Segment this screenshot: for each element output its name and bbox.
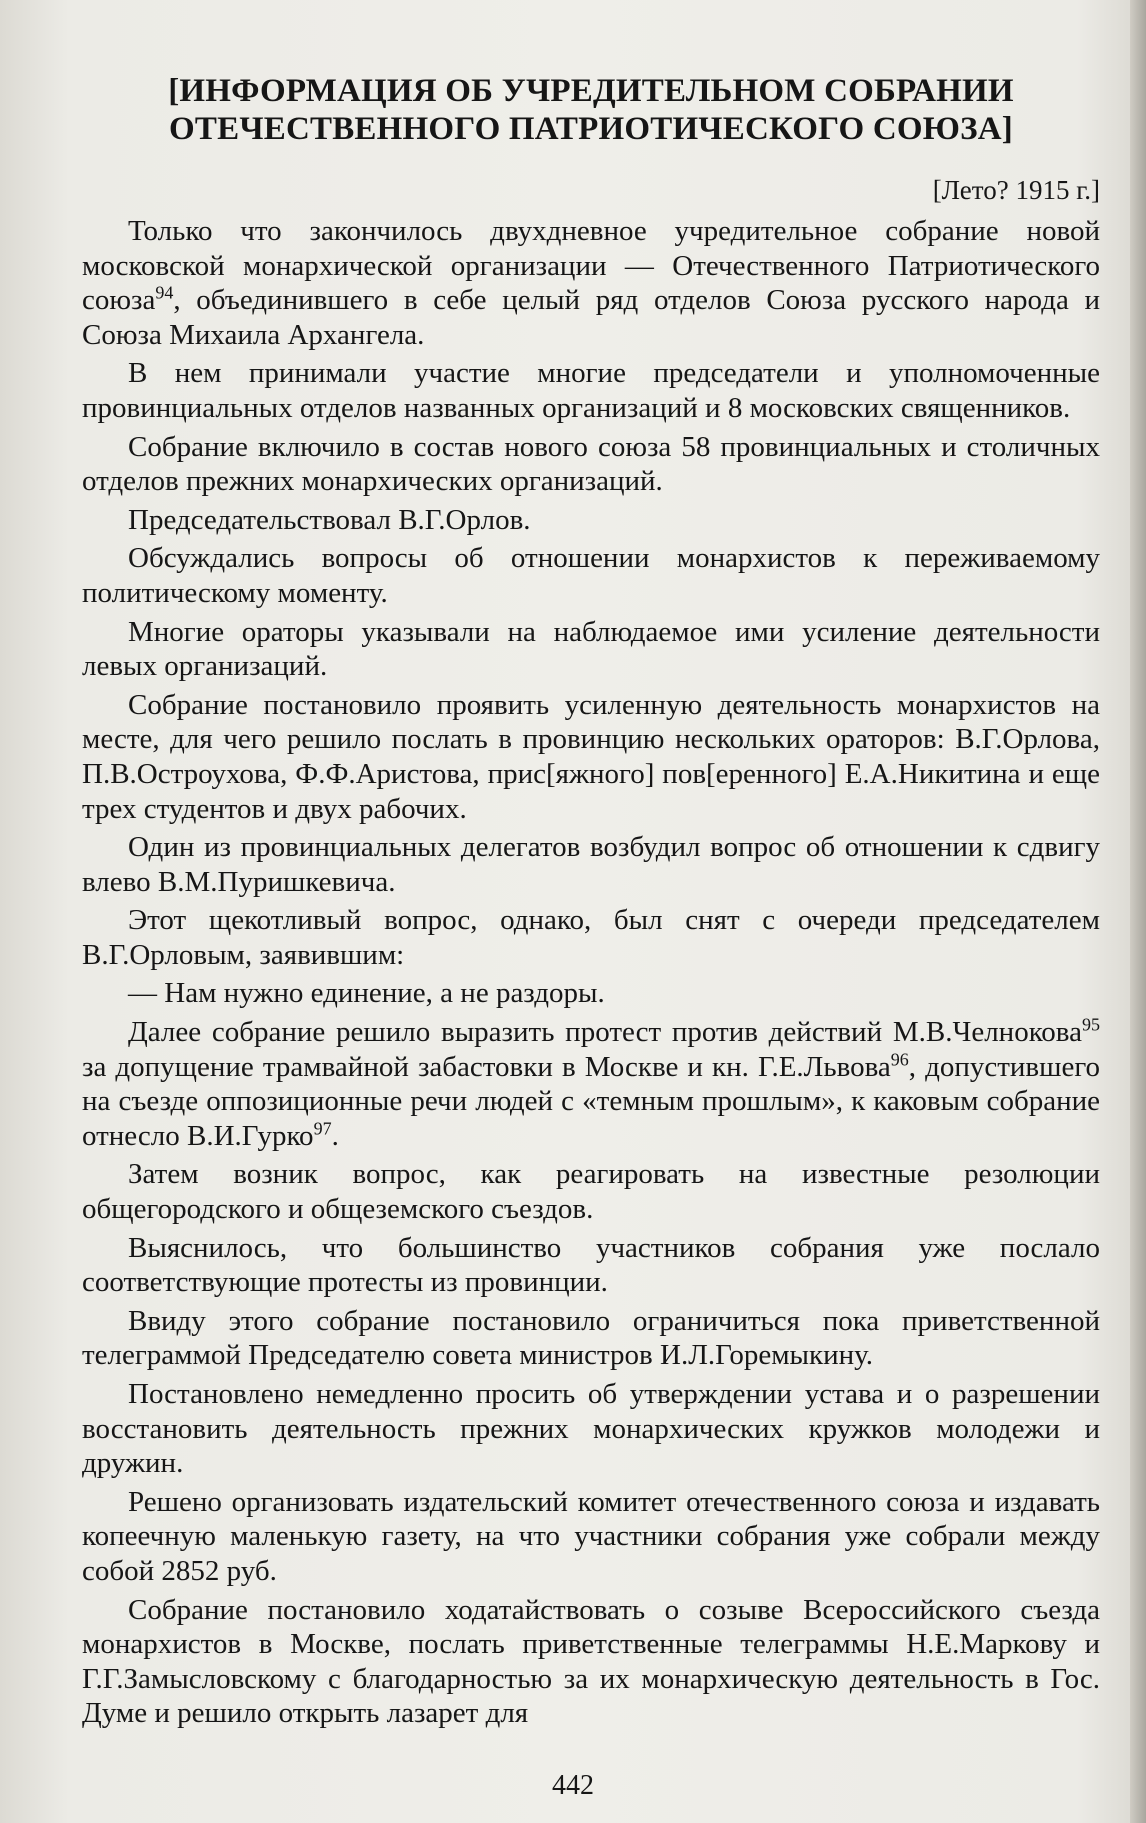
paragraph-16: Решено организовать издательский комитет отечественного союза и издавать копеечную маленькую газету, на что участники собрания уже собрали между собой 2852 руб. — [82, 1485, 1100, 1587]
footnote-ref-95[interactable]: 95 — [1082, 1014, 1100, 1035]
paragraph-14: Ввиду этого собрание постановило ограничиться пока приветственной телеграммой Председателю совета министров И.Л.Горемыкину. — [82, 1304, 1100, 1372]
paragraph-13: Выяснилось, что большинство участников собрания уже послало соответствующие протесты из провинции. — [82, 1231, 1100, 1299]
paragraph-8: Один из провинциальных делегатов возбудил вопрос об отношении к сдвигу влево В.М.Пуришкевича. — [82, 831, 1100, 898]
document-content — [82, 72, 1100, 1735]
document-title — [82, 72, 1100, 148]
paragraph-5: Обсуждались вопросы об отношении монархистов к переживаемому политическому моменту. — [82, 542, 1100, 609]
paragraph-12: Затем возник вопрос, как реагировать на известные резолюции общегородского и общеземского съездов. — [82, 1158, 1100, 1226]
footnote-ref-97[interactable]: 97 — [313, 1118, 332, 1139]
paragraph-4: Председательствовал В.Г.Орлов. — [128, 503, 531, 536]
paragraph-6: Многие ораторы указывали на наблюдаемое ими усиление деятельности левых организаций. — [82, 615, 1100, 683]
footnote-ref-94[interactable]: 94 — [155, 282, 174, 303]
title-line-1: [ИНФОРМАЦИЯ ОБ УЧРЕДИТЕЛЬНОМ СОБРАНИИ — [168, 73, 1014, 109]
document-date: [Лето? 1915 г.] — [932, 175, 1100, 205]
footnote-ref-96[interactable]: 96 — [890, 1049, 909, 1069]
paragraph-1: Только что закончилось двухдневное учредительное собрание новой московской монархической организации — Отечественного Патриотического союза$^{94}$, объединившего в себе целый ряд отделов Союза русского народа и Союза Михаила Архангела. — [82, 215, 1100, 351]
title-line-2: ОТЕЧЕСТВЕННОГО ПАТРИОТИЧЕСКОГО СОЮЗА] — [169, 111, 1013, 147]
paragraph-11: Далее собрание решило выразить протест против действий М.В.Челнокова$^{95}$ за допущение трамвайной забастовки в Москве и кн. Г.Е.Львова$^{96}$, допустившего на съезде оппозиционные речи людей с «темным прошлым», к каковым собрание отнесло В.И.Гурко$^{97}$. — [82, 1014, 1101, 1152]
page-edge-shadow — [1130, 0, 1146, 1823]
paragraph-9: Этот щекотливый вопрос, однако, был снят с очереди председателем В.Г.Орловым, заявившим: — [82, 904, 1100, 971]
paragraph-17: Собрание постановило ходатайствовать о созыве Всероссийского съезда монархистов в Москве, послать приветственные телеграммы Н.Е.Маркову и Г.Г.Замысловскому с благодарностью за их монархическую деятельность в Гос. Думе и решило открыть лазарет для — [82, 1593, 1100, 1730]
paragraph-10: — Нам нужно единение, а не раздоры. — [128, 977, 605, 1010]
paragraph-15: Постановлено немедленно просить об утверждении устава и о разрешении восстановить деятельность прежних монархических кружков молодежи и дружин. — [82, 1378, 1100, 1480]
paragraph-3: Собрание включило в состав нового союза 58 провинциальных и столичных отделов прежних монархических организаций. — [82, 430, 1100, 498]
paragraph-7: Собрание постановило проявить усиленную деятельность монархистов на месте, для чего решило послать в провинцию нескольких ораторов: В.Г.Орлова, П.В.Остроухова, Ф.Ф.Аристова, прис[яжного] пов[еренного] Е.А.Никитина и еще трех студентов и двух рабочих. — [82, 688, 1100, 825]
paragraph-2: В нем принимали участие многие председатели и уполномоченные провинциальных отделов названных организаций и 8 московских священников. — [82, 357, 1100, 424]
page-number: 442 — [552, 1770, 594, 1801]
